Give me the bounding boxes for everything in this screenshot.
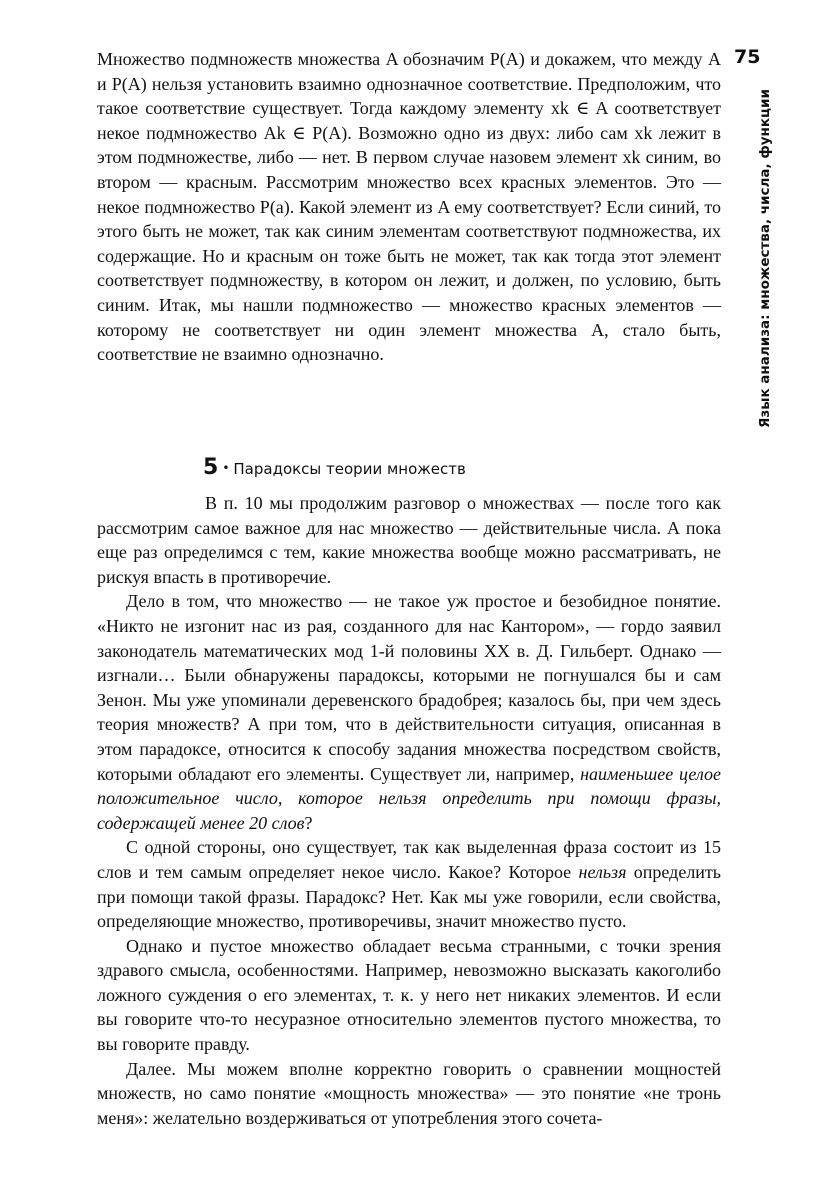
paragraph-one-side-end: определить при помощи такой фразы. Парадокс? Нет. Как мы уже говорили, если свойства, определяющие множество, противоречивы, значит множество пусто. (97, 861, 722, 932)
running-header: Язык анализа: множества, числа, функции (757, 89, 773, 428)
paragraph-one-side-text: С одной стороны, оно существует, так как выделенная фраза состоит из 15 слов и тем самым определяет некое число. Какое? Которое (97, 837, 721, 882)
section-bullet: • (222, 461, 230, 475)
paragraph-one-side-emphasis: нельзя (578, 861, 627, 882)
paragraph-empty-set: Однако и пустое множество обладает весьма странными, с точки зрения здравого смысла, особенностями. Например, невозможно высказать какоголибо ложного суждения о его элементах, т. к. у него нет никаких элементов. И если вы говорите что-то несуразное относительно элементов пустого множества, то вы говорите правду. (97, 935, 721, 1055)
text-block-2 (97, 491, 721, 1130)
paragraph-paradoxes-emphasis: наименьшее целое положительное число, которое нельзя определить при помощи фразы, содержащей менее 20 слов (97, 763, 722, 833)
page-number: 75 (734, 46, 761, 68)
text-block-1 (97, 47, 721, 367)
section-heading (203, 455, 466, 480)
paragraph-proof: Множество подмножеств множества A обозначим P(A) и докажем, что между A и P(A) нельзя установить взаимно однозначное соответствие. Предположим, что такое соответствие существует. Тогда каждому элементу xk ∈ A соответствует некое подмножество Ak ∈ P(A). Возможно одно из двух: либо сам xk лежит в этом подмножестве, либо — нет. В первом случае назовем элемент xk синим, во втором — красным. Рассмотрим множество всех красных элементов. Это — некое подмножество P(a). Какой элемент из A ему соответствует? Если синий, то этого быть не может, так как синим элементам соответствуют подмножества, их содержащие. Но и красным он тоже быть не может, так как тогда этот элемент соответствует подмножеству, в котором он лежит, и должен, по условию, быть синим. Итак, мы нашли подмножество — множество красных элементов — которому не соответствует ни один элемент множества A, стало быть, соответствие не взаимно однозначно. (97, 49, 721, 365)
section-number: 5 (203, 455, 219, 480)
paragraph-cardinality: Далее. Мы можем вполне корректно говорить о сравнении мощностей множеств, но само понятие «мощность множества» — это понятие «не тронь меня»: желательно воздерживаться от употребления этого сочета- (97, 1058, 721, 1128)
paragraph-intro: В п. 10 мы продолжим разговор о множествах — после того как рассмотрим самое важное для нас множество — действительные числа. А пока еще раз определимся с тем, какие множества вообще можно рассматривать, не рискуя впасть в противоречие. (97, 493, 721, 587)
paragraph-paradoxes-text: Дело в том, что множество — не такое уж простое и безобидное понятие. «Никто не изгонит нас из рая, созданного для нас Кантором», — гордо заявил законодатель математических мод 1-й половины XX в. Д. Гильберт. Однако — изгнали… Были обнаружены парадоксы, которыми не погнушался бы и сам Зенон. Мы уже упоминали деревенского брадобрея; казалось бы, при чем здесь теория множеств? А при том, что в действительности ситуация, описанная в этом парадоксе, относится к способу задания множества посредством свойств, которыми обладают его элементы. Существует ли, например, (97, 591, 721, 784)
paragraph-paradoxes-end: ? (304, 812, 313, 833)
paragraph-one-side (97, 835, 721, 933)
section-title: Парадоксы теории множеств (233, 460, 466, 478)
paragraph-paradoxes (97, 589, 721, 835)
